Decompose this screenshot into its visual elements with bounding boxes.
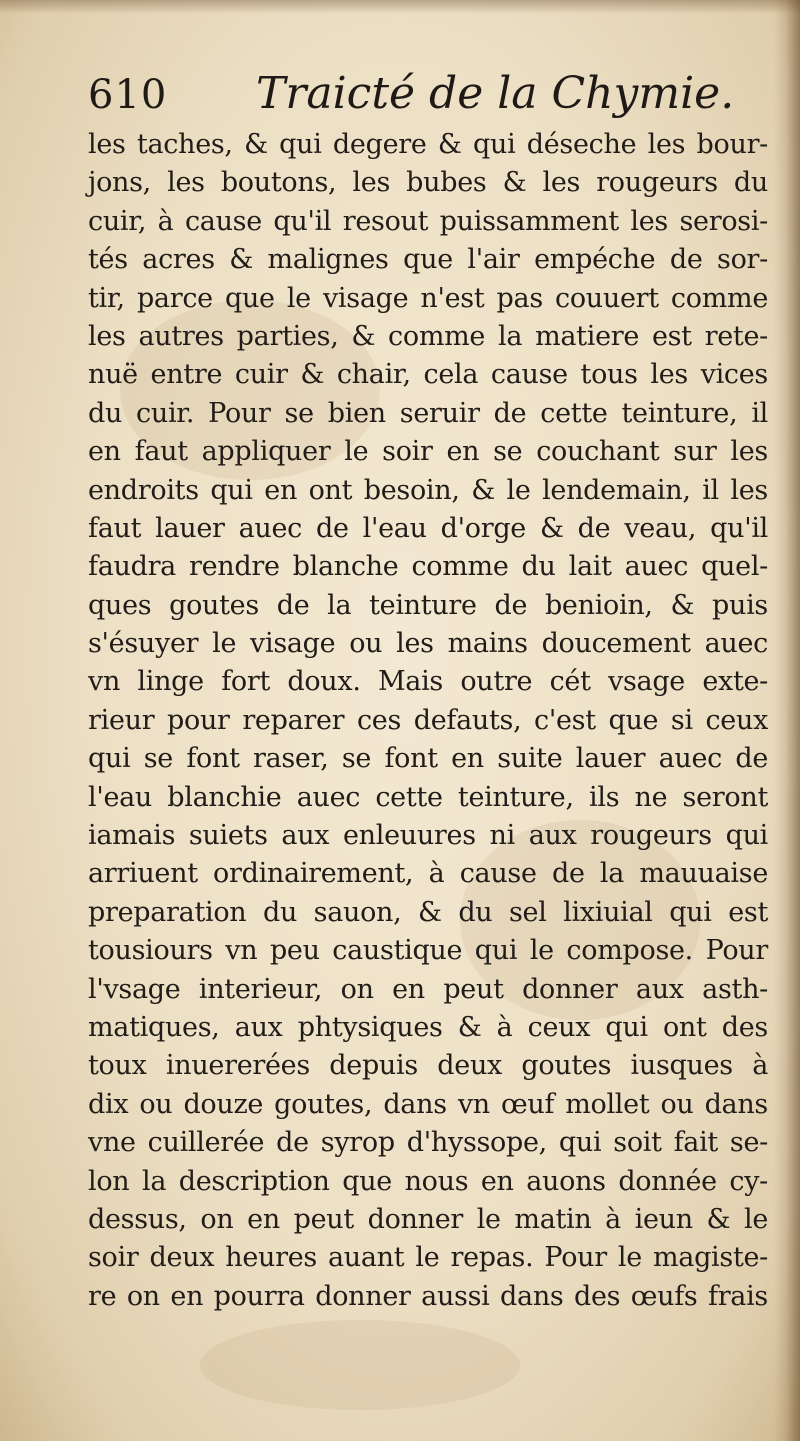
text-line: les taches, & qui degere & qui déseche les bour- [88,129,768,160]
text-line: toux inuererées depuis deux goutes iusques à [88,1050,768,1082]
text-line: qui se font raser, se font en suite lauer auec de [88,743,768,775]
text-line: faut lauer auec de l'eau d'orge & de veau, qu'il [88,512,768,544]
text-line: l'vsage interieur, on en peut donner aux asth- [88,973,768,1005]
running-title: Traicté de la Chymie. [256,68,735,119]
text-line: lon la description que nous en auons donnée cy- [88,1165,768,1197]
page-header [88,64,768,124]
text-line: tés acres & malignes que l'air empéche de sor- [88,244,768,276]
text-line: l'eau blanchie auec cette teinture, ils ne seront [88,781,768,813]
text-line: endroits qui en ont besoin, & le lendemain, il les [88,474,768,506]
text-line: s'ésuyer le visage ou les mains doucement auec [88,628,768,660]
text-line: dix ou douze goutes, dans vn œuf mollet ou dans [88,1088,768,1120]
text-line: cuir, à cause qu'il resout puissamment les serosi- [88,205,768,237]
text-line: vne cuillerée de syrop d'hyssope, qui soit fait se- [88,1127,768,1159]
text-line: tir, parce que le visage n'est pas couuert comme [88,282,768,314]
text-line: jons, les boutons, les bubes & les rougeurs du [88,167,768,199]
text-line: faudra rendre blanche comme du lait auec quel- [88,551,768,583]
text-line: iamais suiets aux enleuures ni aux rougeurs qui [88,820,768,852]
text-line: rieur pour reparer ces defauts, c'est que si ceux [88,704,768,736]
text-line: re on en pourra donner aussi dans des œufs frais [88,1280,768,1312]
paper-stain [200,1320,520,1410]
page-top-shadow [0,0,800,14]
text-line: soir deux heures auant le repas. Pour le magiste- [88,1242,768,1274]
text-line: vn linge fort doux. Mais outre cét vsage exte- [88,666,768,698]
text-line: tousiours vn peu caustique qui le compose. Pour [88,935,768,967]
text-line: du cuir. Pour se bien seruir de cette teinture, il [88,397,768,429]
text-line: dessus, on en peut donner le matin à ieun & le [88,1203,768,1235]
text-line: les autres parties, & comme la matiere est rete- [88,320,768,352]
text-line: arriuent ordinairement, à cause de la mauuaise [88,858,768,890]
text-line: ques goutes de la teinture de benioin, & puis [88,589,768,621]
text-line: nuë entre cuir & chair, cela cause tous les vices [88,359,768,391]
body-text [88,126,768,1316]
page-right-edge [774,0,800,1441]
page-number: 610 [88,72,168,118]
text-line: matiques, aux phtysiques & à ceux qui ont des [88,1011,768,1043]
text-line: en faut appliquer le soir en se couchant sur les [88,436,768,468]
text-line: preparation du sauon, & du sel lixiuial qui est [88,896,768,928]
